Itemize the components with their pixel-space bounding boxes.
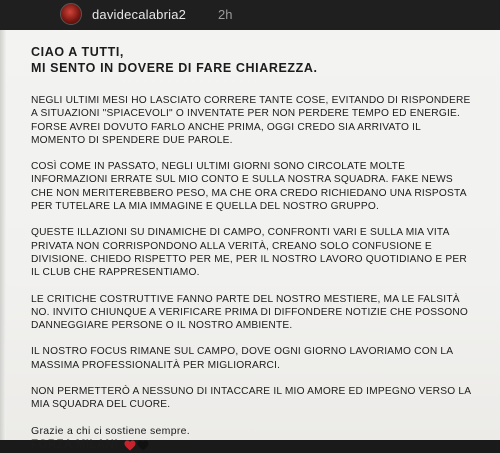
story-image-edge xyxy=(0,30,6,440)
greeting-line-1: CIAO A TUTTI, xyxy=(31,45,124,59)
profile-avatar[interactable] xyxy=(60,3,82,25)
paragraph-4: LE CRITICHE COSTRUTTIVE FANNO PARTE DEL NOSTRO MESTIERE, MA LE FALSITÀ NO. INVITO CHIUNQUE A VERIFICARE PRIMA DI DIFFONDERE NOTIZIE CHE POSSONO DANNEGGIARE PERSONE O IL NOSTRO AMBIENTE. xyxy=(31,293,469,332)
paragraph-2: COSÌ COME IN PASSATO, NEGLI ULTIMI GIORNI SONO CIRCOLATE MOLTE INFORMAZIONI ERRATE SUL MIO CONTO E SULLA NOSTRA SQUADRA. FAKE NEWS CHE NON MERITEREBBERO PESO, MA CHE ORA CREDO RICHIEDANO UNA RISPOSTA PER TUTELARE LA MIA IMMAGINE E QUELLA DEL NOSTRO GRUPPO. xyxy=(31,161,467,213)
username-label[interactable]: davidecalabria2 xyxy=(92,7,187,22)
closing-text: FORZA MILAN! xyxy=(31,438,119,451)
paragraph-5: IL NOSTRO FOCUS RIMANE SUL CAMPO, DOVE OGNI GIORNO LAVORIAMO CON LA MASSIMA PROFESSIONALITÀ PER MIGLIORARCI. xyxy=(31,346,453,371)
statement-letter xyxy=(31,44,471,453)
greeting-line-2: MI SENTO IN DOVERE DI FARE CHIAREZZA. xyxy=(31,61,318,75)
paragraph-6: NON PERMETTERÒ A NESSUNO DI INTACCARE IL MIO AMORE ED IMPEGNO VERSO LA MIA SQUADRA DEL CUORE. xyxy=(31,386,471,411)
story-timestamp: 2h xyxy=(218,7,233,22)
story-header xyxy=(0,0,500,30)
thanks-line: Grazie a chi ci sostiene sempre. xyxy=(31,424,190,437)
black-heart-icon xyxy=(137,440,149,451)
red-heart-icon xyxy=(124,440,136,451)
hearts-emoji xyxy=(124,440,149,451)
paragraph-3: QUESTE ILLAZIONI SU DINAMICHE DI CAMPO, CONFRONTI VARI E SULLA MIA VITA PRIVATA NON CORRISPONDONO ALLA VERITÀ, CREANO SOLO CONFUSIONE E DIVISIONE. CHIEDO RISPETTO PER ME, PER IL NOSTRO LAVORO QUOTIDIANO E PER IL CLUB CHE RAPPRESENTIAMO. xyxy=(31,227,467,279)
paragraph-1: NEGLI ULTIMI MESI HO LASCIATO CORRERE TANTE COSE, EVITANDO DI RISPONDERE A SITUAZIONI "SPIACEVOLI" O INVENTATE PER NON PERDERE TEMPO ED ENERGIE. FORSE AVREI DOVUTO FARLO ANCHE PRIMA, OGGI CREDO SIA ARRIVATO IL MOMENTO DI SPENDERE DUE PAROLE. xyxy=(31,95,471,146)
